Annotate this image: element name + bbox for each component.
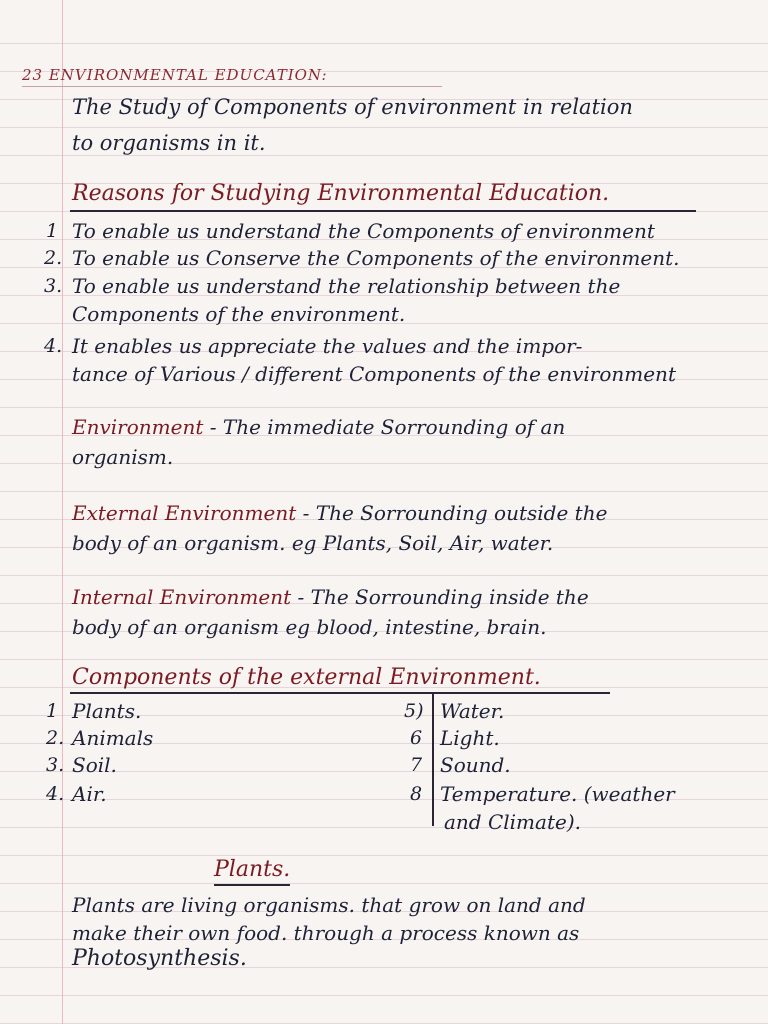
component-item: Sound. xyxy=(440,753,511,777)
plants-line-1: Plants are living organisms. that grow on land and xyxy=(72,893,586,917)
component-number: 4. xyxy=(46,783,65,805)
internal-text: The Sorrounding inside the xyxy=(310,585,589,609)
reason-item-4-line-2: tance of Various / different Components of the environment xyxy=(72,362,676,386)
environment-term: Environment xyxy=(72,415,204,439)
plants-line-2: make their own food. through a process known as xyxy=(72,921,580,945)
component-item: Light. xyxy=(440,726,500,750)
reason-item-2: To enable us Conserve the Components of the environment. xyxy=(72,246,680,270)
reason-item-3-line-1: To enable us understand the relationship between the xyxy=(72,274,621,298)
component-number: 6 xyxy=(410,727,423,749)
definition-line-1: The Study of Components of environment in relation xyxy=(72,95,633,119)
internal-term: Internal Environment xyxy=(72,585,292,609)
margin-line xyxy=(62,0,63,1024)
plants-heading: Plants. xyxy=(214,857,291,882)
heading-underline xyxy=(22,86,442,87)
reason-item-4-line-1: It enables us appreciate the values and the impor- xyxy=(72,334,583,358)
reasons-heading-underline xyxy=(70,210,696,212)
environment-definition-line-2: organism. xyxy=(72,445,174,469)
internal-definition-line-2: body of an organism eg blood, intestine, brain. xyxy=(72,615,547,639)
components-heading: Components of the external Environment. xyxy=(72,665,541,690)
plants-heading-underline xyxy=(214,884,290,886)
external-definition-line-2: body of an organism. eg Plants, Soil, Air, water. xyxy=(72,531,554,555)
external-definition-line-1 xyxy=(72,500,607,526)
external-term: External Environment xyxy=(72,501,297,525)
environment-dash: - xyxy=(203,415,223,439)
external-dash: - xyxy=(296,501,316,525)
environment-text: The immediate Sorrounding of an xyxy=(222,415,566,439)
component-item: Air. xyxy=(72,782,107,806)
reason-number: 2. xyxy=(44,247,63,269)
component-item: Water. xyxy=(440,699,505,723)
reason-item-3-line-2: Components of the environment. xyxy=(72,302,406,326)
environment-definition-line-1 xyxy=(72,414,565,440)
internal-dash: - xyxy=(291,585,311,609)
component-number: 3. xyxy=(46,754,65,776)
reason-number: 1 xyxy=(46,220,59,242)
component-item-continued: and Climate). xyxy=(444,810,581,834)
component-item: Soil. xyxy=(72,753,117,777)
plants-line-3: Photosynthesis. xyxy=(72,946,247,971)
reason-item-1: To enable us understand the Components of environment xyxy=(72,219,655,243)
component-number: 5) xyxy=(404,700,424,722)
reasons-heading: Reasons for Studying Environmental Education. xyxy=(72,181,610,206)
component-number: 8 xyxy=(410,783,423,805)
components-divider xyxy=(432,694,434,826)
reason-number: 4. xyxy=(44,335,63,357)
component-number: 7 xyxy=(410,754,423,776)
component-number: 2. xyxy=(46,727,65,749)
components-heading-underline xyxy=(70,692,610,694)
external-text: The Sorrounding outside the xyxy=(315,501,608,525)
definition-line-2: to organisms in it. xyxy=(72,131,266,155)
reason-number: 3. xyxy=(44,275,63,297)
component-item: Temperature. (weather xyxy=(440,782,675,806)
component-item: Plants. xyxy=(72,699,142,723)
internal-definition-line-1 xyxy=(72,584,589,610)
component-number: 1 xyxy=(46,700,59,722)
section-number-heading: 23 ENVIRONMENTAL EDUCATION: xyxy=(22,66,328,84)
component-item: Animals xyxy=(72,726,154,750)
